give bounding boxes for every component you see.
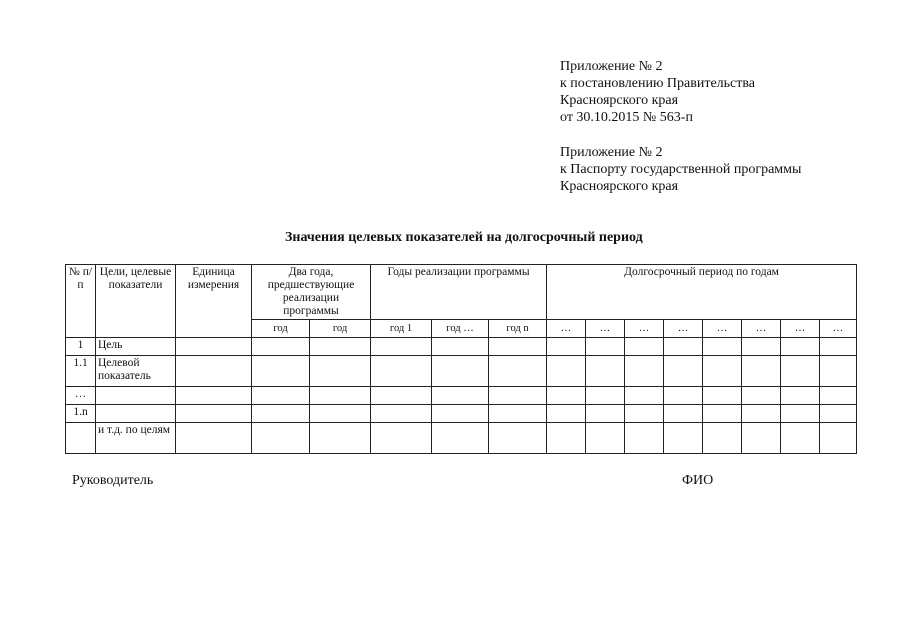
row-name: Целевой показатель — [96, 356, 176, 387]
appendix-2-line: Красноярского края — [560, 179, 679, 194]
subheader-cell: год — [252, 320, 310, 338]
subheader-cell: … — [664, 320, 703, 338]
subheader-cell: … — [820, 320, 857, 338]
row-num: 1.n — [66, 405, 96, 423]
signature-head-label: Руководитель — [72, 473, 154, 488]
table-row — [66, 387, 857, 405]
appendix-2-line: к Паспорту государственной программы — [560, 162, 802, 177]
subheader-cell: … — [586, 320, 625, 338]
targets-table — [65, 264, 857, 454]
row-name: и т.д. по целям — [96, 423, 176, 454]
appendix-2-block — [560, 144, 801, 195]
row-num — [66, 423, 96, 454]
document-title: Значения целевых показателей на долгосрочный период — [285, 230, 643, 245]
row-num: 1 — [66, 338, 96, 356]
row-name — [96, 405, 176, 423]
appendix-1-line: Приложение № 2 — [560, 59, 663, 74]
header-prior-years: Два года, предшествующие реализации программы — [252, 265, 371, 320]
subheader-cell: … — [781, 320, 820, 338]
subheader-cell: … — [703, 320, 742, 338]
table-header-row — [66, 265, 857, 320]
header-unit: Единица измерения — [176, 265, 252, 338]
subheader-cell: год 1 — [371, 320, 432, 338]
appendix-1-line: к постановлению Правительства — [560, 76, 756, 91]
row-name: Цель — [96, 338, 176, 356]
appendix-1-block — [560, 58, 755, 126]
subheader-cell: год … — [432, 320, 489, 338]
row-num: … — [66, 387, 96, 405]
subheader-cell: … — [742, 320, 781, 338]
header-long-term: Долгосрочный период по годам — [547, 265, 857, 320]
signature-fio-label: ФИО — [682, 473, 714, 488]
appendix-1-line: Красноярского края — [560, 93, 679, 108]
table-row — [66, 405, 857, 423]
header-program-years: Годы реализации программы — [371, 265, 547, 320]
header-num: № п/п — [66, 265, 96, 338]
row-num: 1.1 — [66, 356, 96, 387]
subheader-cell: … — [547, 320, 586, 338]
table-row — [66, 423, 857, 454]
subheader-cell: год — [310, 320, 371, 338]
appendix-2-line: Приложение № 2 — [560, 145, 663, 160]
subheader-cell: год n — [489, 320, 547, 338]
table-row — [66, 356, 857, 387]
subheader-cell: … — [625, 320, 664, 338]
header-goals: Цели, целевые показатели — [96, 265, 176, 338]
table-row — [66, 338, 857, 356]
appendix-1-line: от 30.10.2015 № 563-п — [560, 110, 693, 125]
row-name — [96, 387, 176, 405]
